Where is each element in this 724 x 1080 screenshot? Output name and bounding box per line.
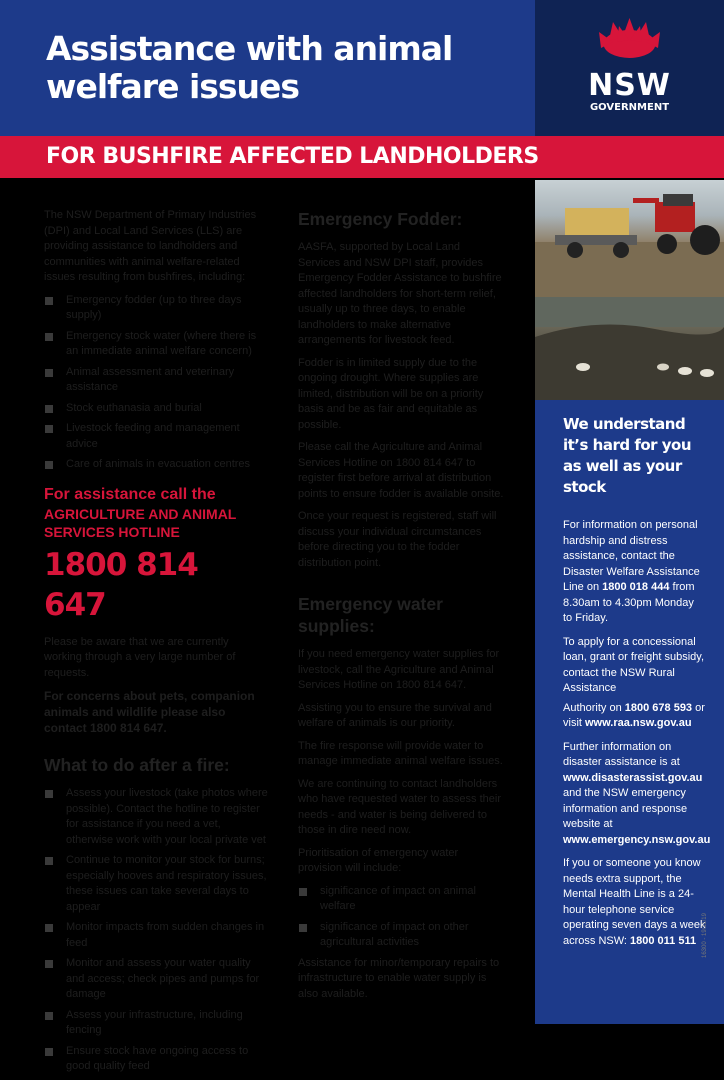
- water-paragraph: Assisting you to ensure the survival and welfare of animals is our priority.: [298, 701, 492, 729]
- waratah-icon: [535, 0, 724, 72]
- welfare-line-paragraph: [563, 518, 706, 627]
- list-item: Livestock feeding and management advice: [44, 421, 269, 452]
- list-item: Continue to monitor your stock for burns; especially hooves and respiratory issues, these issues can take several days to appear: [44, 853, 269, 915]
- left-column: [44, 208, 269, 1080]
- tractor-hay-photo: [535, 180, 724, 297]
- phone-number[interactable]: 1800 678 593: [624, 701, 693, 714]
- banner-text: FOR BUSHFIRE AFFECTED LANDHOLDERS: [46, 144, 539, 169]
- after-fire-list: [44, 786, 269, 1075]
- logo-nsw-text: NSW: [588, 68, 671, 103]
- paragraph-text: For information on personal hardship and distress assistance, contact the Disaster Welfare Assistance Line on: [563, 519, 700, 593]
- nsw-government-logo: [535, 0, 724, 136]
- page-title: Assistance with animal welfare issues: [46, 29, 453, 106]
- list-item: Ensure stock have ongoing access to good quality feed: [44, 1044, 269, 1075]
- raa-link[interactable]: www.raa.nsw.gov.au: [585, 717, 692, 729]
- loan-paragraph: To apply for a concessional loan, grant or freight subsidy, contact the NSW Rural Assistance: [563, 635, 705, 694]
- list-item: Emergency stock water (where there is an immediate animal welfare concern): [44, 329, 269, 360]
- after-fire-heading: What to do after a fire:: [44, 755, 230, 775]
- water-paragraph: If you need emergency water supplies for livestock, call the Agriculture and Animal Services Hotline on 1800 814 647.: [298, 648, 500, 691]
- fodder-paragraph: AASFA, supported by Local Land Services and NSW DPI staff, provides Emergency Fodder Assistance to bushfire affected landholders for short-term relief, usually up to three days, to enable landholders to make alternative arrangements for livestock feed.: [298, 241, 502, 346]
- burnt-paddock-sheep-photo: [535, 297, 724, 400]
- list-item: Emergency fodder (up to three days supply): [44, 293, 269, 324]
- fodder-paragraph: Once your request is registered, staff will discuss your individual circumstances before directing you to the fodder distribution point.: [298, 510, 497, 569]
- list-item: Stock euthanasia and burial: [44, 401, 269, 417]
- intro-paragraph: The NSW Department of Primary Industries (DPI) and Local Land Services (LLS) are providing assistance to landholders and communities with animal welfare-related issues resulting from bushfires, including:: [44, 209, 257, 283]
- paragraph-text: If you or someone you know needs extra support, the Mental Health Line is a 24-hour telephone service operating seven days a week across NSW:: [563, 857, 706, 947]
- water-paragraph: The fire response will provide water to manage immediate animal welfare issues.: [298, 739, 503, 767]
- paragraph-text: or visit: [563, 701, 705, 729]
- sheep-icon: [535, 297, 724, 400]
- paragraph-text: from 8.30am to 4.30pm Monday to Friday.: [563, 581, 695, 624]
- water-priority-list: [298, 884, 504, 951]
- pets-note: For concerns about pets, companion animals and wildlife please also contact 1800 814 647.: [44, 689, 255, 735]
- list-item: Monitor and assess your water quality and access; check pipes and pumps for damage: [44, 956, 269, 1003]
- notice-paragraph: Please be aware that we are currently working through a very large number of requests.: [44, 635, 236, 679]
- list-item: Animal assessment and veterinary assistance: [44, 365, 269, 396]
- fodder-paragraph: Fodder is in limited supply due to the ongoing drought. Where supplies are limited, distribution will be on a priority basis and be as fair and equitable as possible.: [298, 356, 484, 431]
- phone-number[interactable]: 1800 011 511: [630, 934, 697, 947]
- disasterassist-link[interactable]: www.disasterassist.gov.au: [563, 771, 703, 784]
- audience-banner: [0, 136, 724, 178]
- assistance-heading: For assistance call the: [44, 485, 216, 503]
- water-paragraph: We are continuing to contact landholders who have requested water to assess their needs - and water is being delivered to those in dire need now.: [298, 777, 502, 836]
- list-item: significance of impact on other agricultural activities: [298, 920, 504, 951]
- fodder-paragraph: Please call the Agriculture and Animal Services Hotline on 1800 814 647 to register first before arrival at distribution points to ensure fodder is available onsite.: [298, 441, 504, 500]
- water-paragraph: Assistance for minor/temporary repairs to infrastructure to enable water supply is also available.: [298, 956, 500, 1000]
- list-item: Assess your infrastructure, including fencing: [44, 1008, 269, 1039]
- hotline-number[interactable]: 1800 814 647: [44, 546, 198, 623]
- assistance-list: [44, 293, 269, 473]
- document-code: 16300 - 19/11/19: [702, 913, 708, 958]
- emergency-link[interactable]: www.emergency.nsw.gov.au: [563, 833, 711, 846]
- list-item: Care of animals in evacuation centres: [44, 457, 269, 473]
- sidebar-heading: We understand it’s hard for you as well as your stock: [563, 415, 692, 496]
- tractor-icon: [535, 180, 724, 297]
- list-item: significance of impact on animal welfare: [298, 884, 504, 915]
- water-heading: Emergency water supplies:: [298, 594, 443, 636]
- logo-government-text: GOVERNMENT: [589, 102, 670, 113]
- paragraph-text: Authority on: [563, 701, 625, 714]
- paragraph-text: and the NSW emergency information and response website at: [563, 787, 688, 830]
- water-paragraph: Prioritisation of emergency water provision will include:: [298, 846, 459, 874]
- disaster-info-paragraph: [563, 740, 711, 849]
- list-item: Assess your livestock (take photos where possible). Contact the hotline to register for assistance if you need a vet, otherwise work with your local private vet: [44, 786, 269, 848]
- phone-number[interactable]: 1800 018 444: [602, 581, 670, 593]
- hotline-name: AGRICULTURE AND ANIMAL SERVICES HOTLINE: [44, 505, 237, 540]
- middle-column: [298, 208, 504, 1009]
- paragraph-text: Further information on disaster assistance is at: [563, 740, 680, 768]
- support-sidebar: [535, 400, 724, 1024]
- list-item: Monitor impacts from sudden changes in feed: [44, 920, 269, 951]
- fodder-heading: Emergency Fodder:: [298, 209, 463, 229]
- mental-health-paragraph: [563, 856, 706, 949]
- raa-paragraph: [563, 701, 706, 732]
